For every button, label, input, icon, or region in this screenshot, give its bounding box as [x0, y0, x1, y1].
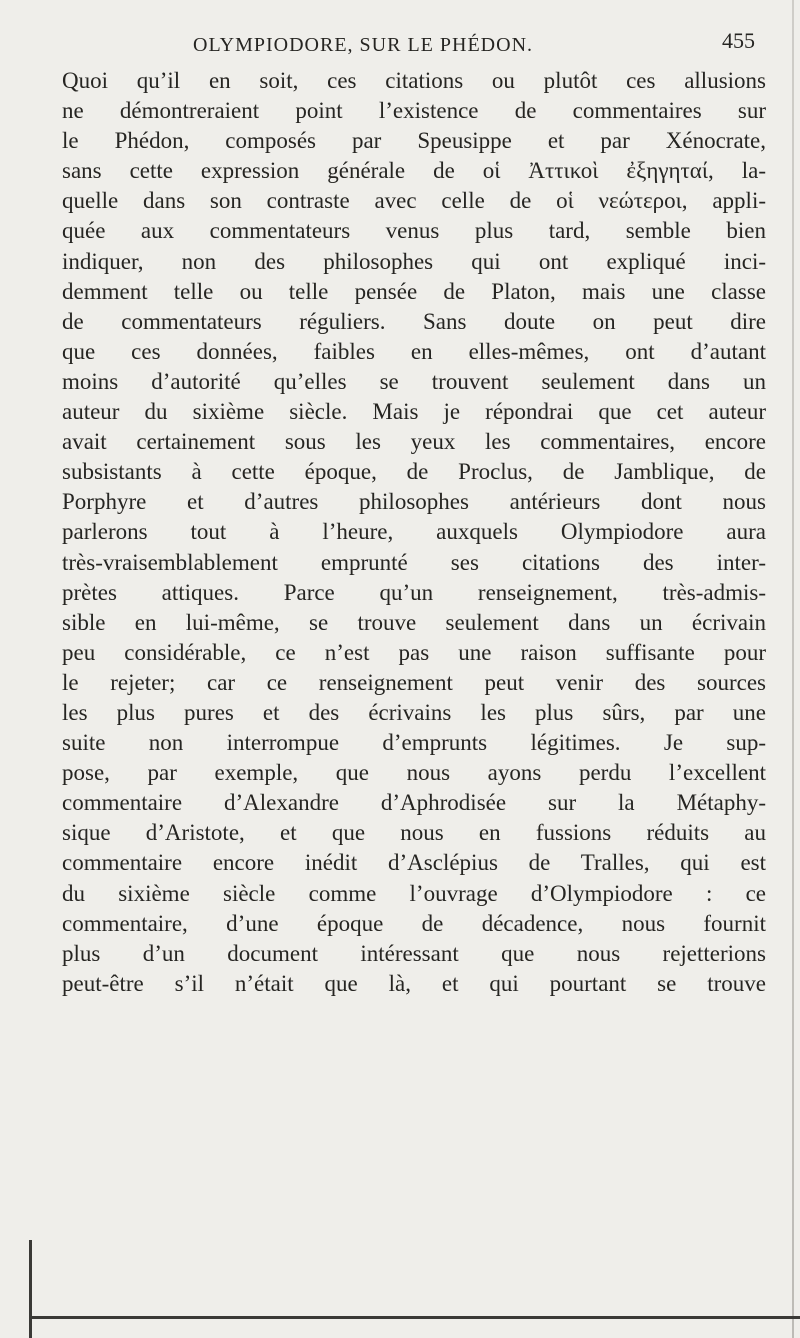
text-line: Porphyre et d’autres philosophes antérieurs dont nous: [62, 489, 766, 515]
text-line: demment telle ou telle pensée de Platon, mais une classe: [62, 278, 766, 304]
text-line: le rejeter; car ce renseignement peut venir des sources: [62, 669, 766, 695]
text-line: moins d’autorité qu’elles se trouvent seulement dans un: [62, 368, 766, 394]
text-line: plus d’un document intéressant que nous rejetterions: [62, 940, 766, 966]
text-line: indiquer, non des philosophes qui ont expliqué inci-: [62, 248, 766, 274]
text-line: subsistants à cette époque, de Proclus, de Jamblique, de: [62, 459, 766, 485]
text-line: prètes attiques. Parce qu’un renseignement, très-admis-: [62, 579, 766, 605]
text-line: sique d’Aristote, et que nous en fussions réduits au: [62, 820, 766, 846]
text-line: auteur du sixième siècle. Mais je répondrai que cet auteur: [62, 399, 766, 425]
text-line: quée aux commentateurs venus plus tard, semble bien: [62, 218, 766, 244]
text-line: de commentateurs réguliers. Sans doute on peut dire: [62, 308, 766, 334]
text-line: peu considérable, ce n’est pas une raison suffisante pour: [62, 639, 766, 665]
text-line: sans cette expression générale de οἱ Ἀττικοὶ ἐξηγηταί, la-: [62, 158, 766, 184]
text-line: que ces données, faibles en elles-mêmes, ont d’autant: [62, 338, 766, 364]
page-number: 455: [722, 28, 755, 53]
text-line: le Phédon, composés par Speusippe et par Xénocrate,: [62, 128, 766, 154]
page-edge-left: [29, 1240, 32, 1338]
text-line: très-vraisemblablement emprunté ses citations des inter-: [62, 549, 766, 575]
text-line: commentaire encore inédit d’Asclépius de Tralles, qui est: [62, 850, 766, 876]
body-text: [62, 66, 766, 999]
text-line: avait certainement sous les yeux les commentaires, encore: [62, 429, 766, 455]
text-line: pose, par exemple, que nous ayons perdu l’excellent: [62, 760, 766, 786]
text-line: commentaire d’Alexandre d’Aphrodisée sur la Métaphy-: [62, 790, 766, 816]
text-line: ne démontreraient point l’existence de commentaires sur: [62, 98, 766, 124]
running-head: OLYMPIODORE, SUR LE PHÉDON.: [193, 34, 534, 56]
text-line: peut-être s’il n’était que là, et qui pourtant se trouve: [62, 970, 766, 996]
text-line: sible en lui-même, se trouve seulement dans un écrivain: [62, 609, 766, 635]
text-line: les plus pures et des écrivains les plus sûrs, par une: [62, 699, 766, 725]
page-header: [0, 26, 800, 60]
text-line: Quoi qu’il en soit, ces citations ou plutôt ces allusions: [62, 68, 766, 93]
text-line: quelle dans son contraste avec celle de οἱ νεώτεροι, appli-: [62, 188, 766, 214]
text-line: parlerons tout à l’heure, auxquels Olympiodore aura: [62, 519, 766, 545]
page-edge-bottom: [30, 1316, 800, 1319]
text-line: suite non interrompue d’emprunts légitimes. Je sup-: [62, 730, 766, 756]
text-line: du sixième siècle comme l’ouvrage d’Olympiodore : ce: [62, 880, 766, 906]
text-line: commentaire, d’une époque de décadence, nous fournit: [62, 910, 766, 936]
page-edge-right: [792, 0, 794, 1338]
